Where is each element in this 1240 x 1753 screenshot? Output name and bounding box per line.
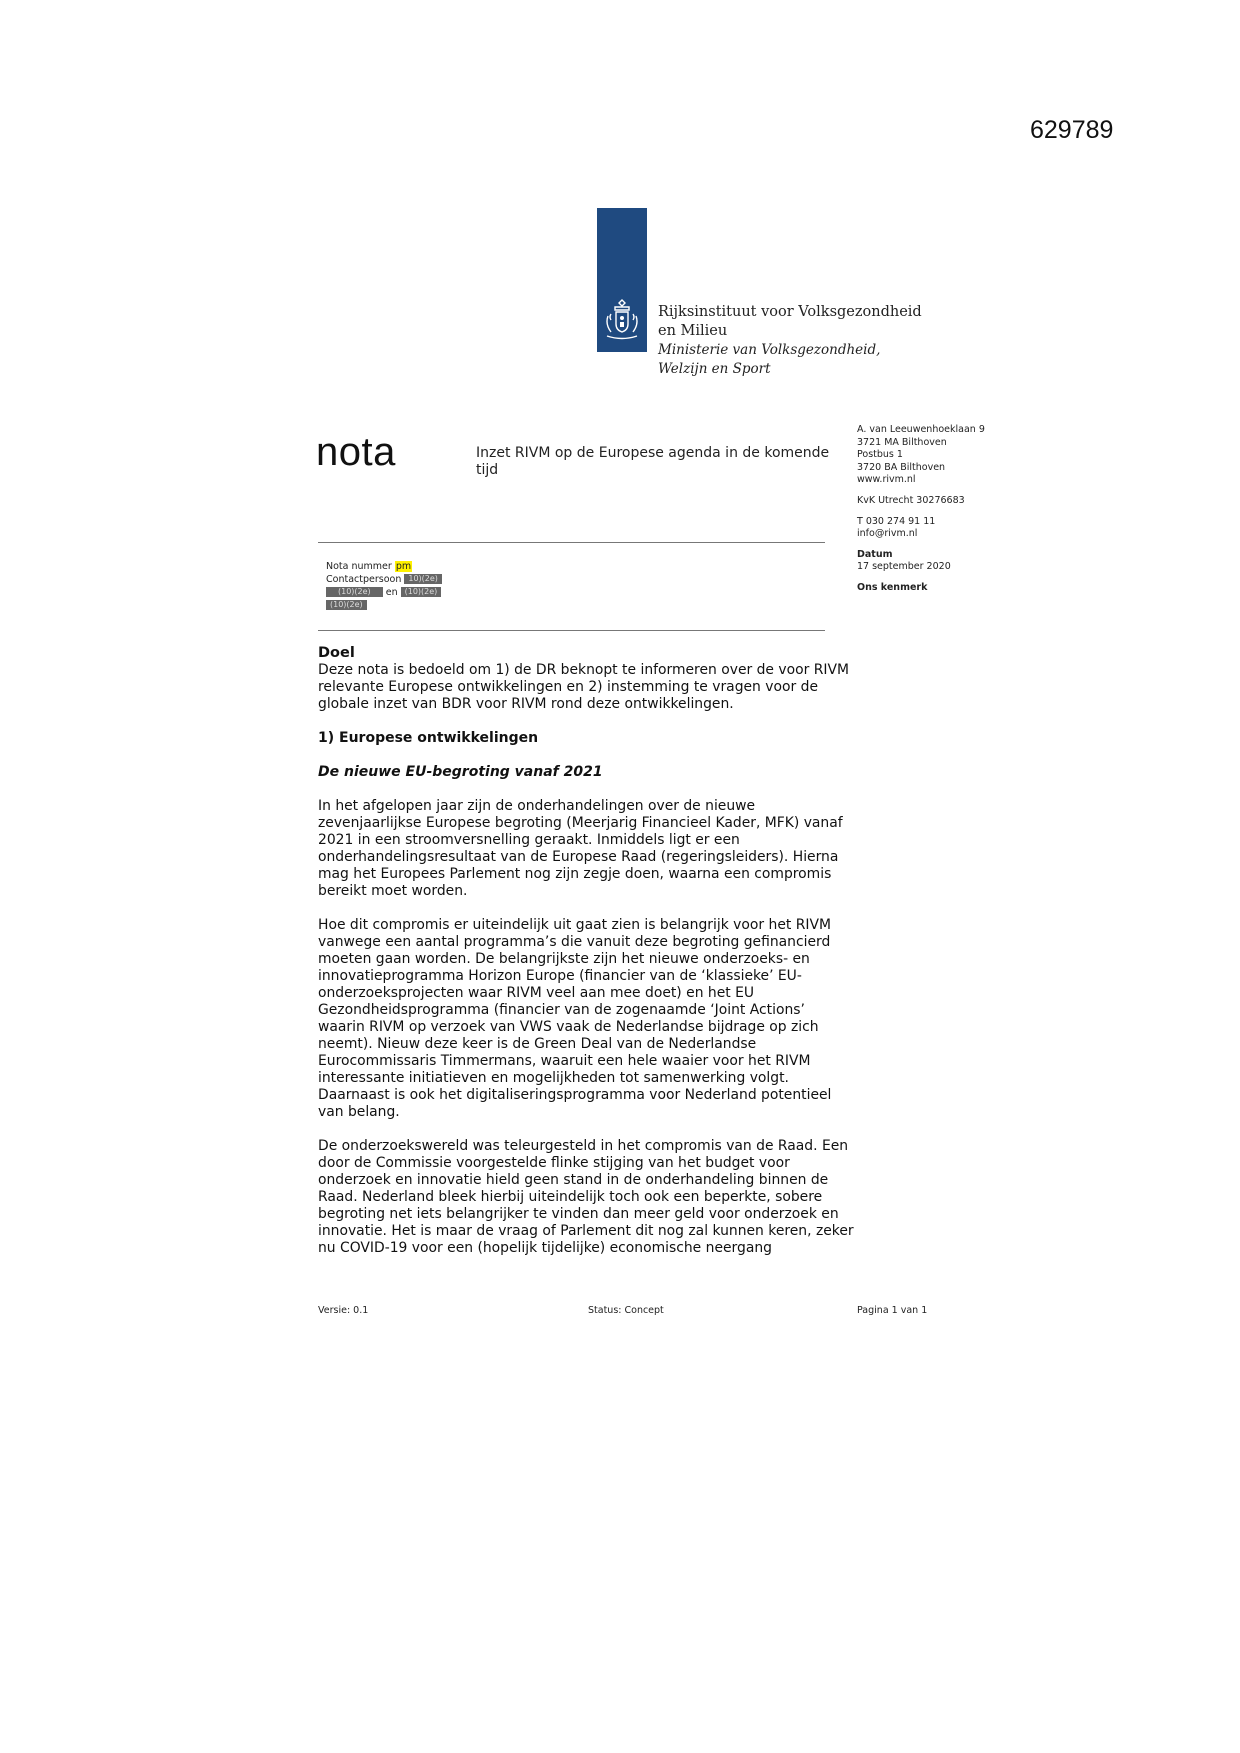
- reference-label: Ons kenmerk: [857, 581, 928, 593]
- redaction-mark: (10)(2e): [401, 587, 442, 597]
- organization-name: [658, 303, 922, 379]
- section-heading: 1) Europese ontwikkelingen: [318, 730, 539, 746]
- email-link[interactable]: info@rivm.nl: [857, 528, 918, 540]
- status-text: Status: Concept: [588, 1305, 664, 1316]
- address-line: Postbus 1: [857, 449, 903, 461]
- divider: [318, 630, 825, 631]
- doel-paragraph: Deze nota is bedoeld om 1) de DR beknopt te informeren over de voor RIVM relevante Europese ontwikkelingen en 2) instemming te vragen voor de globale inzet van BDR voor RIVM rond deze ontwikkelingen.: [318, 662, 849, 712]
- date-label: Datum: [857, 548, 893, 560]
- body-paragraph: De onderzoekswereld was teleurgesteld in het compromis van de Raad. Een door de Commissie voorgestelde flinke stijging van het budget voor onderzoek en innovatie hield geen stand in de onderhandeling binnen de Raad. Nederland bleek hierbij uiteindelijk toch ook een beperkte, sobere begroting net iets belangrijker te vinden dan meer geld voor onderzoek en innovatie. Het is maar de vraag of Parlement dit nog zal kunnen keren, zeker nu COVID-19 voor een (hopelijk tijdelijke) economische neergang: [318, 1138, 854, 1256]
- ministry-line1: Ministerie van Volksgezondheid,: [658, 342, 881, 358]
- redaction-mark: (10)(2e): [326, 600, 367, 610]
- date-value: 17 september 2020: [857, 561, 951, 573]
- page-number: Pagina 1 van 1: [857, 1305, 928, 1316]
- body-paragraph: Hoe dit compromis er uiteindelijk uit gaat zien is belangrijk voor het RIVM vanwege een aantal programma’s die vanuit deze begroting gefinancierd moeten gaan worden. De belangrijkste zijn het nieuwe onderzoeks- en innovatieprogramma Horizon Europe (financier van de ‘klassieke’ EU-onderzoeksprojecten waar RIVM veel aan mee doet) en het EU Gezondheidsprogramma (financier van de zogenaamde ‘Joint Actions’ waarin RIVM op verzoek van VWS vaak de Nederlandse bijdrage op zich neemt). Nieuw deze keer is de Green Deal van de Nederlandse Eurocommissaris Timmermans, waaruit een hele waaier voor het RIVM interessante initiatieven en mogelijkheden tot samenwerking volgt. Daarnaast is ook het digitaliseringsprogramma voor Nederland potentieel van belang.: [318, 917, 832, 1120]
- ministry-line2: Welzijn en Sport: [658, 361, 771, 377]
- redaction-mark: 10)(2e): [404, 574, 442, 584]
- sender-info-column: [857, 424, 1017, 595]
- address-line: 3721 MA Bilthoven: [857, 436, 947, 448]
- subsection-heading: De nieuwe EU-begroting vanaf 2021: [318, 764, 603, 780]
- document-subject: Inzet RIVM op de Europese agenda in de komende tijd: [476, 445, 830, 478]
- website-link[interactable]: www.rivm.nl: [857, 474, 916, 486]
- kvk-number: KvK Utrecht 30276683: [857, 494, 965, 506]
- divider: [318, 542, 825, 543]
- document-number: 629789: [1030, 116, 1114, 144]
- nota-number-value: pm: [395, 561, 412, 572]
- connector-text: en: [385, 587, 398, 598]
- phone-number: T 030 274 91 11: [857, 515, 936, 527]
- coat-of-arms-icon: [603, 298, 641, 342]
- heading-doel: Doel: [318, 645, 355, 661]
- nota-meta-block: [326, 560, 442, 612]
- redaction-mark: (10)(2e): [326, 587, 383, 597]
- body-paragraph: In het afgelopen jaar zijn de onderhandelingen over de nieuwe zevenjaarlijkse Europese begroting (Meerjarig Financieel Kader, MFK) vanaf 2021 in een stroomversnelling geraakt. Inmiddels ligt er een onderhandelingsresultaat van de Europese Raad (regeringsleiders). Hierna mag het Europees Parlement nog zijn zegje doen, waarna een compromis bereikt moet worden.: [318, 798, 843, 899]
- rijksoverheid-logo: [597, 208, 647, 352]
- document-type-label: nota: [316, 430, 396, 474]
- version-text: Versie: 0.1: [318, 1305, 369, 1316]
- org-name-line2: en Milieu: [658, 323, 728, 339]
- address-line: A. van Leeuwenhoeklaan 9: [857, 424, 985, 435]
- nota-number-label: Nota nummer: [326, 561, 392, 572]
- org-name-line1: Rijksinstituut voor Volksgezondheid: [658, 304, 922, 320]
- address-line: 3720 BA Bilthoven: [857, 461, 946, 473]
- document-body: [318, 645, 854, 1257]
- contact-person-label: Contactpersoon: [326, 574, 402, 585]
